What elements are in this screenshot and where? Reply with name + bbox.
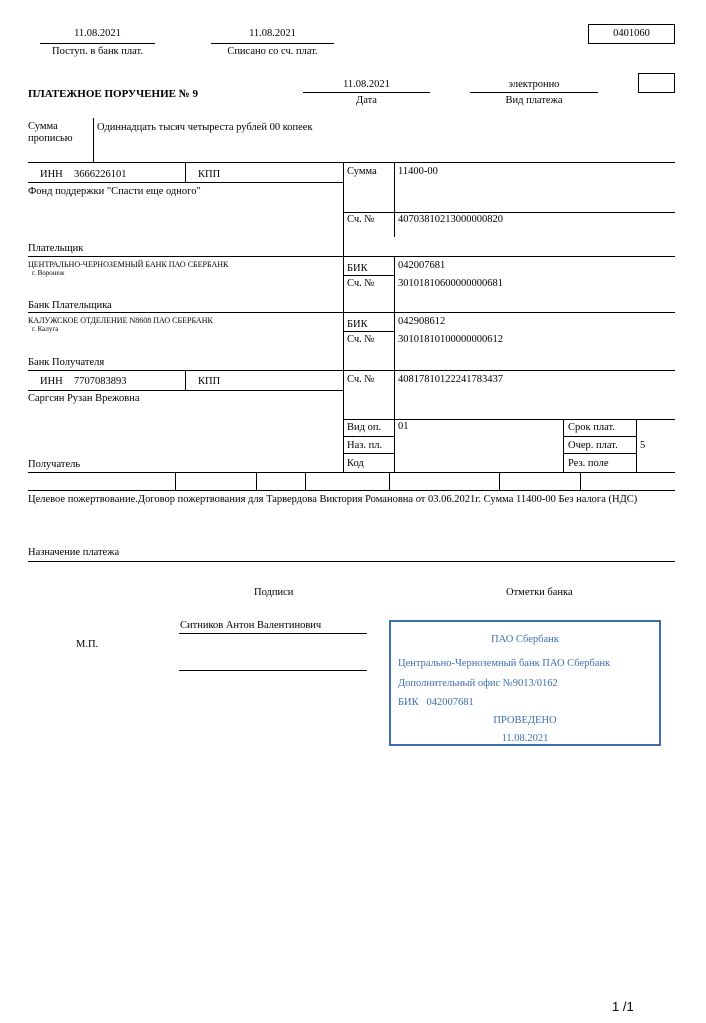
order-date: 11.08.2021 <box>343 79 390 90</box>
rule-390 <box>28 390 343 391</box>
payee-bank-role-label: Банк Получателя <box>28 357 105 368</box>
payee-name: Саргсян Рузан Врежовна <box>28 393 140 404</box>
rule-472 <box>28 472 675 473</box>
payer-sum: 11400-00 <box>398 166 438 177</box>
payee-role-label: Получатель <box>28 459 81 470</box>
main-vertical-divider <box>343 162 344 472</box>
amount-words-value: Одиннадцать тысяч четыреста рублей 00 копеек <box>97 122 313 133</box>
tax-divider-2 <box>256 472 257 490</box>
purpose-text: Целевое пожертвование.Договор пожертвования для Тарвердова Виктория Романовна от 03.06.2021г. Сумма 11400-00 Без налога (НДС) <box>28 494 638 505</box>
tax-divider-6 <box>580 472 581 490</box>
payer-inn: 3666226101 <box>74 169 127 180</box>
payer-bank-role-label: Банк Плательщика <box>28 300 112 311</box>
amount-words-label-2: прописью <box>28 133 73 144</box>
payee-bank-bik: 042908612 <box>398 316 446 327</box>
payer-inn-label: ИНН <box>40 169 63 180</box>
payer-bank-city: г. Воронеж <box>32 269 65 277</box>
stamp-office: Дополнительный офис №9013/0162 <box>398 678 558 689</box>
payee-bank-bik-label: БИК <box>347 319 368 330</box>
stamp-date: 11.08.2021 <box>501 733 549 744</box>
form-code: 0401060 <box>613 28 650 39</box>
op-divider-b <box>563 419 564 472</box>
rule-561 <box>28 561 675 562</box>
op-divider-c <box>636 419 637 472</box>
rule-212 <box>343 212 675 213</box>
signature-line-1 <box>179 633 367 634</box>
rule-162 <box>28 162 675 163</box>
rule-331 <box>343 331 394 332</box>
empty-code-box <box>638 73 675 93</box>
op-divider-a <box>394 419 395 472</box>
payer-account-label: Сч. № <box>347 214 375 225</box>
tax-divider-1 <box>175 472 176 490</box>
payee-inn-divider <box>185 370 186 390</box>
payer-sum-label: Сумма <box>347 166 377 177</box>
debited-date: 11.08.2021 <box>249 28 296 39</box>
code-label: Код <box>347 458 364 469</box>
seal-label: М.П. <box>76 639 99 650</box>
value-divider-4 <box>394 370 395 419</box>
value-divider-2 <box>394 256 395 312</box>
priority-label: Очер. плат. <box>568 440 618 451</box>
stamp-bik: 042007681 <box>426 697 474 708</box>
stamp-branch: Центрально-Черноземный банк ПАО Сбербанк <box>398 658 611 669</box>
payer-bank-bik-label: БИК <box>347 263 368 274</box>
signatures-label: Подписи <box>254 587 294 598</box>
term-label: Срок плат. <box>568 422 615 433</box>
payee-inn-label: ИНН <box>40 376 63 387</box>
reserve-label: Рез. поле <box>568 458 609 469</box>
received-date: 11.08.2021 <box>74 28 121 39</box>
payee-bank-name: КАЛУЖСКОЕ ОТДЕЛЕНИЕ N8608 ПАО СБЕРБАНК <box>28 316 213 325</box>
order-date-line <box>303 92 430 93</box>
rule-182 <box>28 182 343 183</box>
payer-account: 40703810213000000820 <box>398 214 503 225</box>
payee-bank-city: г. Калуга <box>32 325 59 333</box>
payment-type-line <box>470 92 598 93</box>
rule-op-2-right <box>563 453 636 454</box>
payee-kpp-label: КПП <box>198 376 221 387</box>
stamp-bank: ПАО Сбербанк <box>491 634 559 645</box>
payer-inn-divider <box>185 162 186 182</box>
signer-name: Ситников Антон Валентинович <box>180 620 322 631</box>
rule-312 <box>28 312 675 313</box>
bank-marks-label: Отметки банка <box>506 587 573 598</box>
payee-bank-account-label: Сч. № <box>347 334 375 345</box>
rule-op-1-right <box>563 436 636 437</box>
rule-256 <box>28 256 675 257</box>
rule-370 <box>28 370 675 371</box>
order-date-label: Дата <box>356 95 377 106</box>
payer-role-label: Плательщик <box>28 243 84 254</box>
payment-type: электронно <box>508 79 560 90</box>
payer-kpp-label: КПП <box>198 169 221 180</box>
stamp-bik-label: БИК <box>398 697 419 708</box>
purpose-code-label: Наз. пл. <box>347 440 383 451</box>
value-divider-3 <box>394 312 395 370</box>
signature-line-2 <box>179 670 367 671</box>
op-type-label: Вид оп. <box>347 422 382 433</box>
amount-words-divider <box>93 118 94 162</box>
value-divider-1 <box>394 212 395 237</box>
received-date-line <box>40 43 155 44</box>
rule-419 <box>343 419 675 420</box>
received-label: Поступ. в банк плат. <box>52 46 143 57</box>
priority-value: 5 <box>640 440 646 451</box>
rule-275 <box>343 275 394 276</box>
payer-bank-account-label: Сч. № <box>347 278 375 289</box>
rule-op-2-left <box>343 453 394 454</box>
document-title: ПЛАТЕЖНОЕ ПОРУЧЕНИЕ № 9 <box>28 88 199 100</box>
payee-account: 40817810122241783437 <box>398 374 503 385</box>
debited-label: Списано со сч. плат. <box>227 46 318 57</box>
amount-words-label-1: Сумма <box>28 121 58 132</box>
rule-490 <box>28 490 675 491</box>
payer-bank-name: ЦЕНТРАЛЬНО-ЧЕРНОЗЕМНЫЙ БАНК ПАО СБЕРБАНК <box>28 260 229 269</box>
payer-bank-account: 30101810600000000681 <box>398 278 503 289</box>
form-code-box <box>588 24 675 44</box>
stamp-status: ПРОВЕДЕНО <box>493 715 557 726</box>
payee-account-label: Сч. № <box>347 374 375 385</box>
value-divider-0 <box>394 162 395 212</box>
tax-divider-3 <box>305 472 306 490</box>
payee-inn: 7707083893 <box>74 376 127 387</box>
payment-type-label: Вид платежа <box>505 95 563 106</box>
stamp-bik-row <box>398 697 474 708</box>
tax-divider-4 <box>389 472 390 490</box>
page-indicator: 1 /1 <box>612 999 634 1014</box>
purpose-label: Назначение платежа <box>28 547 120 558</box>
payer-name: Фонд поддержки "Спасти еще одного" <box>28 186 201 197</box>
payee-bank-account: 30101810100000000612 <box>398 334 503 345</box>
op-type: 01 <box>398 421 409 432</box>
bank-stamp <box>389 620 661 746</box>
debited-date-line <box>211 43 334 44</box>
payer-bank-bik: 042007681 <box>398 260 446 271</box>
tax-divider-5 <box>499 472 500 490</box>
rule-op-1-left <box>343 436 394 437</box>
